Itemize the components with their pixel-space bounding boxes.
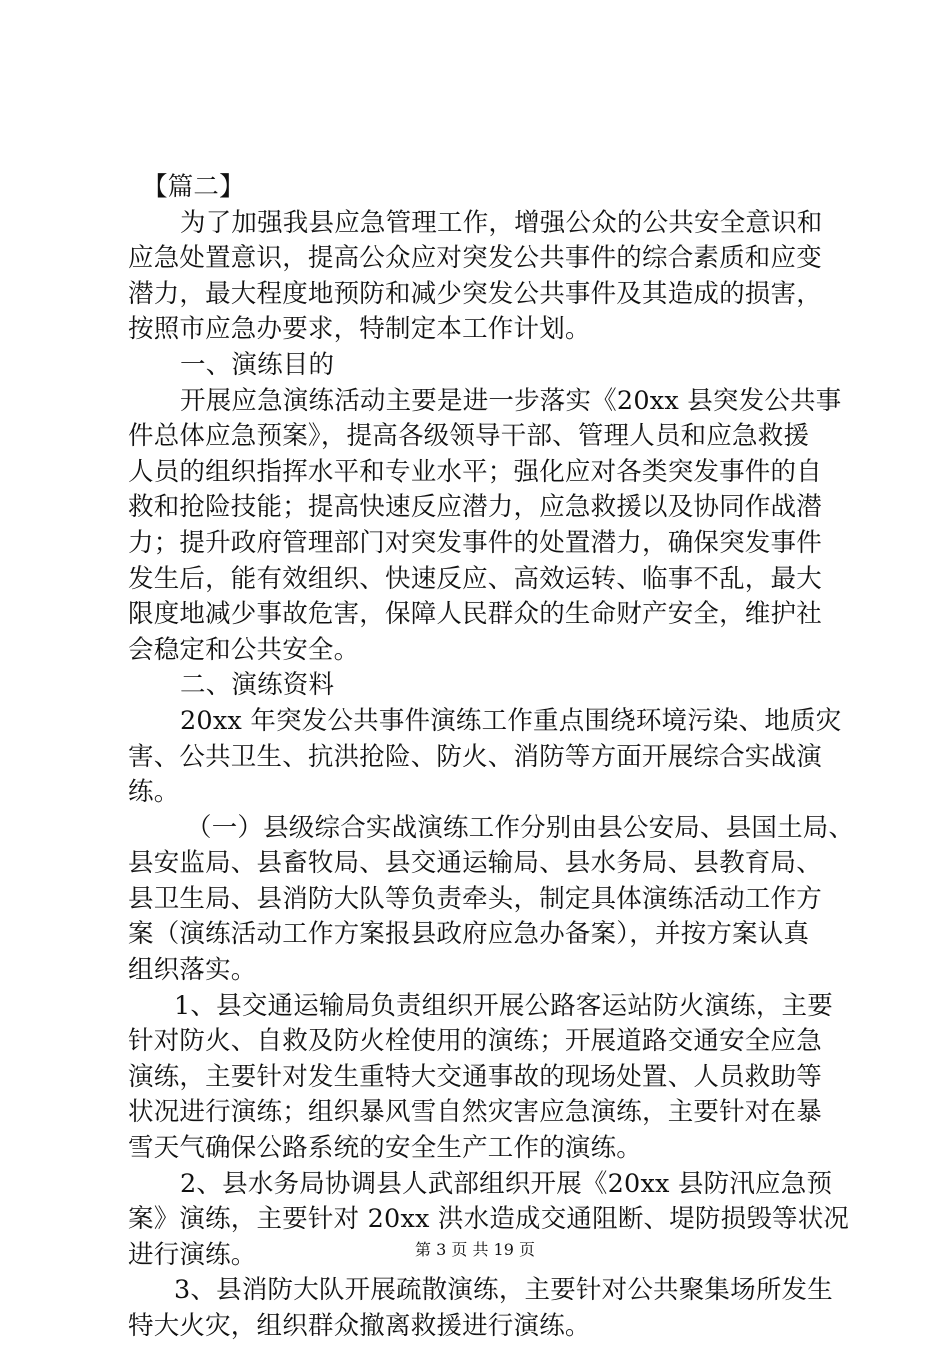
text-line: 按照市应急办要求，特制定本工作计划。 (128, 314, 591, 345)
text-line: 救和抢险技能；提高快速反应潜力，应急救援以及协同作战潜 (128, 492, 822, 523)
text-line: 状况进行演练；组织暴风雪自然灾害应急演练，主要针对在暴 (128, 1097, 822, 1128)
text-line: 为了加强我县应急管理工作，增强公众的公共安全意识和 (180, 207, 823, 238)
text-line: 潜力，最大程度地预防和减少突发公共事件及其造成的损害， (128, 278, 822, 309)
text-line: 会稳定和公共安全。 (128, 634, 360, 665)
text-line: 一、演练目的 (180, 349, 335, 380)
text-line: 雪天气确保公路系统的安全生产工作的演练。 (128, 1133, 643, 1164)
text-line: 人员的组织指挥水平和专业水平；强化应对各类突发事件的自 (128, 456, 822, 487)
text-line: 针对防火、自救及防火栓使用的演练；开展道路交通安全应急 (128, 1026, 822, 1057)
text-line: 特大火灾，组织群众撤离救援进行演练。 (128, 1311, 591, 1341)
text-line: 应急处置意识，提高公众应对突发公共事件的综合素质和应变 (128, 243, 822, 274)
text-line: 【篇二】 (142, 172, 245, 202)
document-body (128, 170, 855, 1345)
text-line: 力；提升政府管理部门对突发事件的处置潜力，确保突发事件 (128, 527, 822, 558)
page-footer: 第 3 页 共 19 页 (415, 1240, 535, 1259)
text-line: 20xx 年突发公共事件演练工作重点围绕环境污染、地质灾 (180, 705, 842, 736)
text-line: （一）县级综合实战演练工作分别由县公安局、县国土局、 (186, 812, 855, 843)
text-line: 限度地减少事故危害，保障人民群众的生命财产安全，维护社 (128, 599, 822, 630)
text-line: 县卫生局、县消防大队等负责牵头，制定具体演练活动工作方 (128, 883, 822, 914)
text-line: 二、演练资料 (180, 670, 335, 701)
text-line: 3、县消防大队开展疏散演练，主要针对公共聚集场所发生 (174, 1275, 833, 1306)
text-line: 2、县水务局协调县人武部组织开展《20xx 县防汛应急预 (180, 1168, 833, 1199)
text-line: 发生后，能有效组织、快速反应、高效运转、临事不乱，最大 (128, 563, 822, 594)
text-line: 害、公共卫生、抗洪抢险、防火、消防等方面开展综合实战演 (128, 741, 822, 772)
text-line: 案（演练活动工作方案报县政府应急办备案），并按方案认真 (128, 919, 810, 950)
text-line: 演练，主要针对发生重特大交通事故的现场处置、人员救助等 (128, 1061, 822, 1092)
text-line: 练。 (128, 777, 180, 808)
text-line: 进行演练。 (128, 1239, 257, 1270)
text-line: 县安监局、县畜牧局、县交通运输局、县水务局、县教育局、 (128, 848, 822, 879)
text-line: 组织落实。 (128, 955, 257, 986)
text-line: 开展应急演练活动主要是进一步落实《20xx 县突发公共事 (180, 385, 842, 416)
text-line: 1、县交通运输局负责组织开展公路客运站防火演练，主要 (174, 990, 833, 1021)
text-line: 件总体应急预案》，提高各级领导干部、管理人员和应急救援 (128, 421, 810, 452)
text-line: 案》演练，主要针对 20xx 洪水造成交通阻断、堤防损毁等状况 (128, 1204, 850, 1235)
